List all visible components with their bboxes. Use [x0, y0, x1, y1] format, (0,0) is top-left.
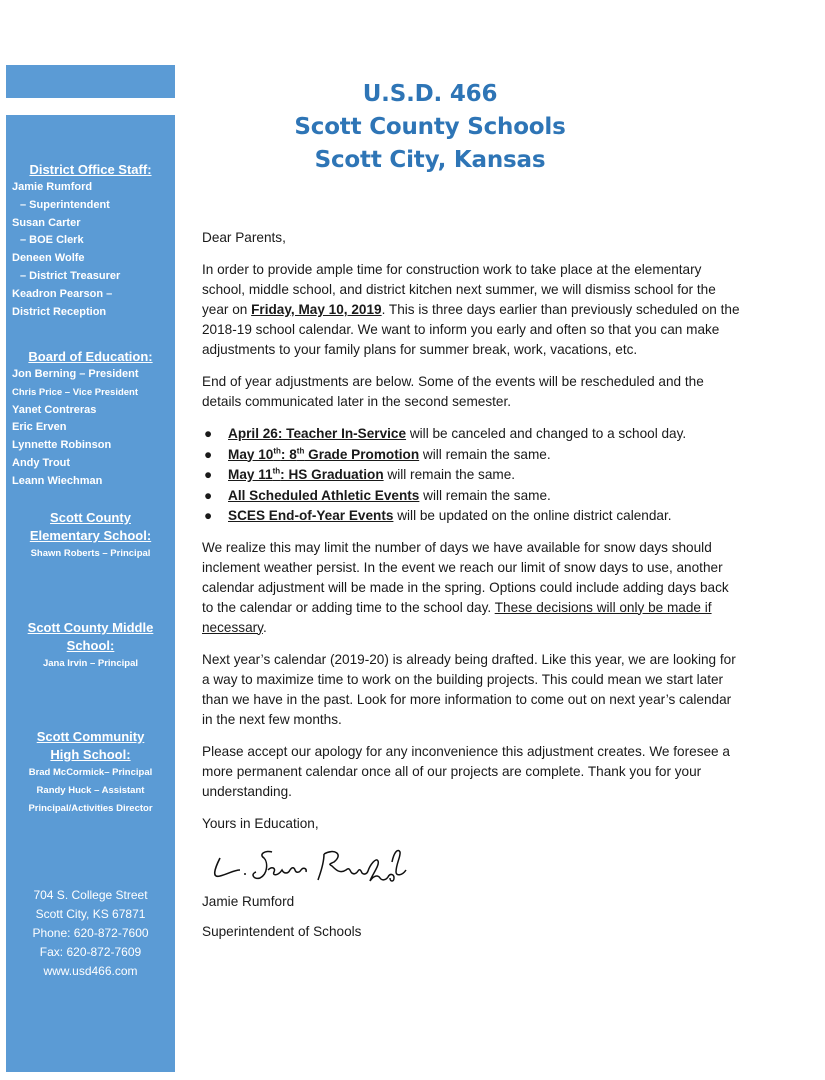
- p3-underlined: These decisions will only be made if necessary: [202, 599, 712, 635]
- middle-heading: Scott County Middle: [27, 620, 154, 635]
- event-note: will be updated on the online district calendar.: [393, 508, 672, 523]
- ordinal: th: [273, 445, 281, 455]
- dismissal-date: Friday, May 10, 2019: [251, 302, 382, 317]
- p1-text: In order to provide ample time for construction work to take place at the elementary school, middle school, and district kitchen next summer, we will dismiss school for the year on: [202, 262, 716, 317]
- event-note: will remain the same.: [419, 487, 551, 503]
- staff-line: Susan Carter: [12, 216, 81, 229]
- paragraph-4: Next year’s calendar (2019-20) is already being drafted. Like this year, we are looking for a way to maximize time to work on the building projects. This could mean we start later than we have in the past. Look for more information to come out on next year’s calendar in the next few months.: [202, 651, 736, 727]
- high-staff: Brad McCormick– Principal: [28, 767, 153, 778]
- paragraph-5: Please accept our apology for any inconvenience this adjustment creates. We foresee a more permanent calendar once all of our projects are complete. Thank you for your understanding.: [202, 743, 730, 799]
- event-note: will remain the same.: [419, 446, 551, 462]
- event-date: May 10: [228, 446, 274, 462]
- elementary-heading: Elementary School:: [29, 528, 152, 543]
- board-member: Eric Erven: [12, 421, 67, 434]
- staff-line: Deneen Wolfe: [12, 252, 85, 265]
- signature-image: [206, 840, 426, 888]
- event-title-part: : HS Graduation: [280, 467, 384, 482]
- event-title-part: : 8: [280, 446, 297, 462]
- list-item: ● May 11th: HS Graduation will remain the same.: [204, 466, 516, 482]
- event-title: April 26: Teacher In-Service: [228, 426, 407, 441]
- list-item: ● SCES End-of-Year Events will be updated on the online district calendar.: [204, 508, 672, 523]
- letterhead: [230, 78, 630, 177]
- district-office-heading: District Office Staff:: [29, 162, 152, 177]
- elementary-section: [6, 509, 175, 563]
- list-item: ● All Scheduled Athletic Events will remain the same.: [204, 487, 551, 503]
- board-member: Andy Trout: [12, 456, 71, 469]
- middle-heading: School:: [66, 638, 115, 653]
- fax-line: Fax: 620-872-7609: [39, 945, 142, 959]
- list-item: ● April 26: Teacher In-Service will be canceled and changed to a school day.: [204, 426, 687, 441]
- ordinal: th: [272, 466, 281, 476]
- signer-name: Jamie Rumford: [202, 893, 295, 909]
- paragraph-1: [202, 260, 742, 360]
- greeting: Dear Parents,: [202, 230, 286, 245]
- ordinal: th: [296, 445, 305, 455]
- board-heading: Board of Education:: [28, 349, 153, 364]
- event-list: [202, 424, 742, 527]
- event-note: will be canceled and changed to a school day.: [406, 426, 687, 441]
- district-office-section: [6, 161, 175, 321]
- elementary-principal: Shawn Roberts – Principal: [30, 548, 151, 559]
- letterhead-city: Scott City, Kansas: [314, 147, 546, 173]
- letterhead-district: U.S.D. 466: [362, 81, 498, 107]
- p3-text: We realize this may limit the number of days we have available for snow days should inclement weather persist. In the event we reach our limit of snow days to use, another calendar adjustment will be made in the spring. Options could include adding days back to the calendar or adding time to the school day.: [202, 539, 729, 615]
- paragraph-3: [202, 538, 742, 638]
- middle-principal: Jana Irvin – Principal: [42, 658, 139, 669]
- contact-block: [6, 886, 175, 981]
- event-date: May 11: [228, 467, 273, 482]
- staff-line: – BOE Clerk: [20, 234, 84, 247]
- p1-text: . This is three days earlier than previously scheduled on the 2018-19 school calendar. We want to inform you early and often so that you can make adjustments to your family plans for summer break, work, vacations, etc.: [202, 302, 740, 357]
- staff-line: – District Treasurer: [20, 269, 121, 282]
- high-heading: Scott Community: [36, 729, 145, 744]
- event-note: will remain the same.: [383, 467, 516, 482]
- middle-section: [6, 619, 175, 673]
- high-heading: High School:: [50, 747, 131, 762]
- paragraph-2: End of year adjustments are below. Some of the events will be rescheduled and the details communicated later in the second semester.: [202, 374, 704, 409]
- high-staff: Randy Huck – Assistant: [36, 784, 145, 796]
- staff-line: Jamie Rumford: [12, 181, 93, 193]
- event-title-part: Grade Promotion: [304, 446, 420, 462]
- elementary-heading: Scott County: [50, 510, 131, 525]
- address-line: 704 S. College Street: [33, 888, 148, 902]
- event-title: [228, 467, 384, 482]
- board-member: Leann Wiechman: [12, 474, 103, 487]
- staff-line: Keadron Pearson –: [12, 287, 113, 300]
- high-staff: Principal/Activities Director: [28, 802, 153, 814]
- board-member: Jon Berning – President: [12, 368, 139, 380]
- board-member: Yanet Contreras: [12, 403, 97, 416]
- board-member: Chris Price – Vice President: [12, 386, 139, 398]
- closing: Yours in Education,: [202, 815, 319, 831]
- staff-line: District Reception: [12, 305, 107, 318]
- list-item: ● May 10th: 8th Grade Promotion will remain the same.: [204, 445, 551, 462]
- p3-text: .: [262, 619, 267, 635]
- signoff: [202, 814, 742, 942]
- event-title: SCES End-of-Year Events: [228, 508, 394, 523]
- event-title: [228, 447, 419, 462]
- website-line: www.usd466.com: [43, 964, 138, 978]
- city-line: Scott City, KS 67871: [35, 907, 146, 921]
- event-title: All Scheduled Athletic Events: [228, 487, 420, 503]
- board-member: Lynnette Robinson: [12, 439, 112, 452]
- sidebar-top-bar: [6, 65, 175, 98]
- letter-body: [202, 228, 742, 952]
- sidebar: [6, 115, 175, 1072]
- board-section: [6, 348, 175, 491]
- letterhead-schools: Scott County Schools: [294, 114, 566, 140]
- staff-line: – Superintendent: [20, 198, 110, 211]
- high-section: [6, 728, 175, 817]
- signer-title: Superintendent of Schools: [202, 923, 362, 939]
- phone-line: Phone: 620-872-7600: [32, 926, 149, 940]
